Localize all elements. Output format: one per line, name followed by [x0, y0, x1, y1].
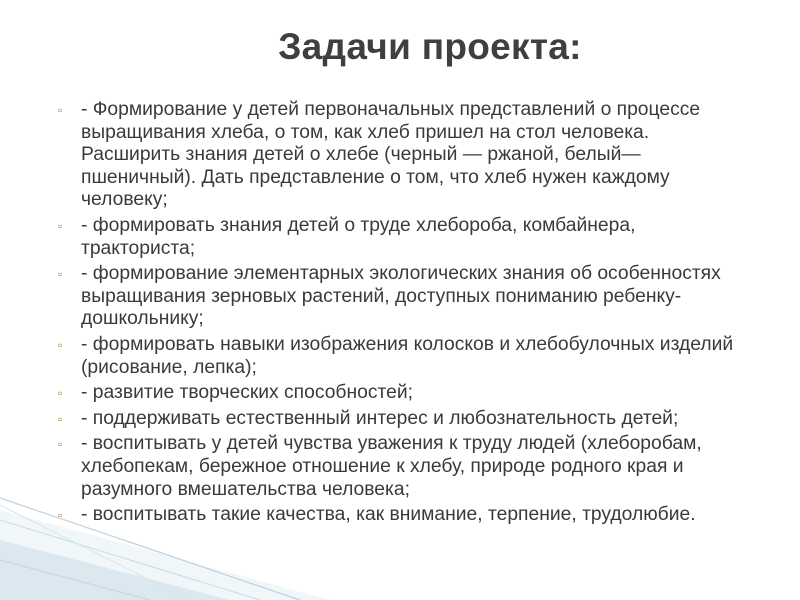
square-bullet-icon: ▫ [58, 386, 63, 401]
square-bullet-icon: ▫ [58, 337, 63, 352]
task-text: - формировать навыки изображения колосков и хлебобулочных изделий (рисование, лепка); [81, 333, 734, 378]
square-bullet-icon: ▫ [58, 103, 63, 117]
task-text: - формировать знания детей о труде хлебороба, комбайнера, тракториста; [81, 214, 636, 259]
task-item [58, 334, 748, 379]
task-item [58, 433, 748, 501]
task-text: - развитие творческих способностей; [81, 382, 413, 404]
task-text: - воспитывать такие качества, как внимание, терпение, трудолюбие. [81, 504, 696, 526]
square-bullet-icon: ▫ [58, 437, 63, 452]
square-bullet-icon: ▫ [58, 411, 63, 426]
task-item [58, 263, 748, 331]
task-list [58, 99, 748, 530]
slide-title: Задачи проекта: [278, 26, 582, 67]
task-item [58, 215, 748, 260]
task-item [58, 504, 748, 527]
square-bullet-icon: ▫ [58, 508, 63, 523]
task-text: - поддерживать естественный интерес и любознательность детей; [81, 407, 679, 429]
task-item [58, 408, 748, 431]
task-item [58, 99, 748, 212]
task-item [58, 382, 748, 405]
task-text: - воспитывать у детей чувства уважения к труду людей (хлеборобам, хлебопекам, бережное отношение к хлебу, природе родного края и разумного вмешательства человека; [81, 433, 702, 500]
square-bullet-icon: ▫ [58, 267, 63, 282]
task-text: - Формирование у детей первоначальных представлений о процессе выращивания хлеба, о том, как хлеб пришел на стол человека. Расширить знания детей о хлебе (черный — ржаной, белый—пшеничный). Дать представление о том, что хлеб нужен каждому человеку; [81, 99, 701, 211]
square-bullet-icon: ▫ [58, 218, 63, 233]
task-text: - формирование элементарных экологических знания об особенностях выращивания зерновых растений, доступных пониманию ребенку-дошкольнику; [81, 263, 721, 330]
